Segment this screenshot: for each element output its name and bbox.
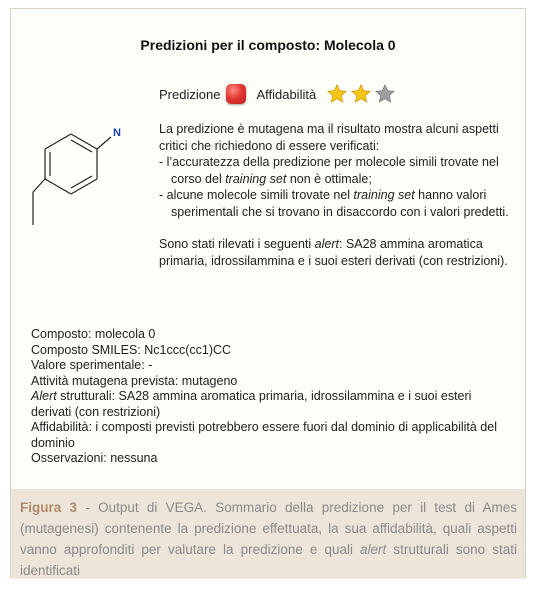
experimental-value: Valore sperimentale: - (31, 358, 153, 372)
star-filled-icon (350, 83, 372, 105)
page-title: Predizioni per il composto: Molecola 0 (140, 37, 396, 53)
reliability-text: Affidabilità: i composti previsti potrebbero essere fuori dal dominio di applicabilità del dominio (31, 420, 497, 450)
description-intro: La predizione è mutagena ma il risultato mostra alcuni aspetti critici che richiedono di essere verificati: (159, 122, 499, 153)
prediction-status-icon (226, 84, 246, 104)
nitrogen-atom-label: N (113, 127, 121, 139)
star-empty-icon (374, 83, 396, 105)
figure-caption: Figura 3 - Output di VEGA. Sommario della predizione per il test di Ames (mutagenesi) contenente la predizione effettuata, la sua affidabilità, quali aspetti vanno approfonditi per valutare la predizione e quali alert strutturali sono stati identificati (11, 489, 525, 579)
star-filled-icon (326, 83, 348, 105)
observations: Osservazioni: nessuna (31, 451, 158, 465)
description-alerts: Sono stati rilevati i seguenti alert: SA28 ammina aromatica primaria, idrossilammina e i suoi esteri derivati (con restrizioni). (159, 237, 508, 268)
predicted-activity: Attività mutagena prevista: mutageno (31, 373, 238, 388)
prediction-description (159, 121, 529, 269)
compound-name: Composto: molecola 0 (31, 327, 156, 341)
compound-info (31, 327, 501, 467)
prediction-summary (159, 83, 396, 105)
molecule-structure-image (23, 119, 143, 249)
reliability-stars (326, 83, 396, 105)
prediction-label: Predizione (159, 86, 221, 102)
compound-smiles: Composto SMILES: Nc1ccc(cc1)CC (31, 342, 232, 357)
result-panel (10, 8, 526, 578)
description-bullet-1: - l’accuratezza della predizione per molecole simili trovate nel corso del training set non è ottimale; (159, 155, 499, 186)
structural-alerts: Alert strutturali: SA28 ammina aromatica primaria, idrossilammina e i suoi esteri derivati (con restrizioni) (31, 389, 472, 419)
description-bullet-2: - alcune molecole simili trovate nel training set hanno valori sperimentali che si trovano in disaccordo con i valori predetti. (159, 188, 509, 219)
reliability-label: Affidabilità (256, 86, 317, 102)
